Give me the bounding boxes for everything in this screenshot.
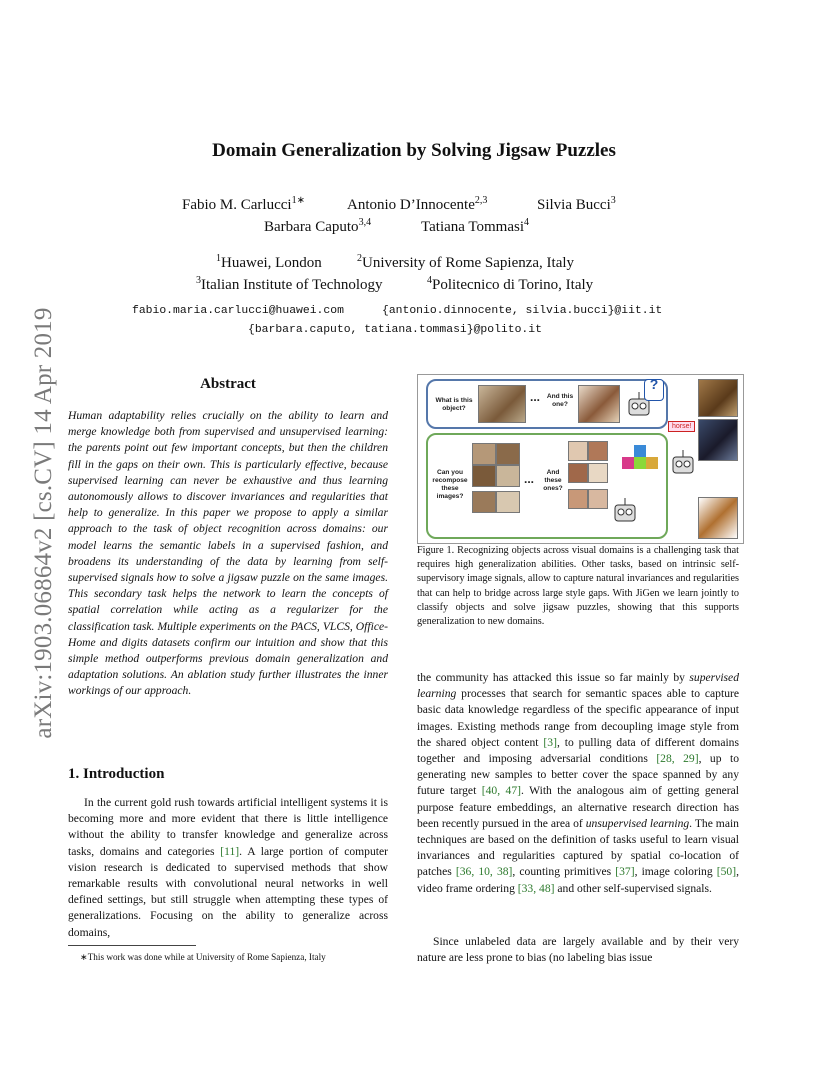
body-text: , counting primitives	[512, 865, 616, 879]
author-name: Barbara Caputo	[264, 219, 359, 235]
figure-question-3: Can you recompose these images?	[432, 469, 468, 500]
author-sup: 4	[524, 217, 530, 228]
body-text: processes that search for semantic spaces able to capture basic data knowledge regardless of the specific appearance of input images. Existing methods range from decoupling image style from the shared object content	[417, 687, 739, 749]
figure-box-jigsaw	[426, 433, 668, 539]
horse-painting-thumb	[578, 385, 620, 423]
author-name: Antonio D’Innocente	[347, 197, 475, 213]
author-name: Tatiana Tommasi	[421, 219, 525, 235]
horse-cartoon-thumb	[698, 497, 738, 539]
figure-1	[417, 374, 744, 544]
intro-text-b: . A large portion of computer vision research is dedicated to supervised methods that show remarkable results with convolutional neural networks in well defined settings, but still struggle when attempting these types of generalizations. Focusing on the ability to generalize across domains,	[68, 844, 389, 939]
intro-paragraph	[68, 795, 388, 941]
figure-question-2: And this one?	[546, 393, 574, 408]
author-sup: 3	[610, 195, 616, 206]
robot-icon	[670, 447, 696, 477]
author-2	[347, 195, 487, 214]
horse-photo-thumb	[478, 385, 526, 423]
affiliation-sup: 1	[216, 253, 221, 264]
jigsaw-tile	[588, 463, 608, 483]
author-3	[537, 195, 616, 214]
right-column-paragraph	[417, 670, 739, 897]
affiliation-sup: 3	[196, 275, 201, 286]
jigsaw-tile	[496, 443, 520, 465]
body-text: and other self-supervised signals.	[554, 881, 712, 895]
question-mark-bubble: ?	[644, 379, 664, 401]
affiliation-1	[216, 253, 322, 272]
figure-dots: ...	[529, 390, 540, 404]
citation-link[interactable]: [37]	[615, 865, 635, 879]
jigsaw-tile	[588, 441, 608, 461]
answer-bubble: horse!	[668, 421, 695, 432]
affiliation-name: University of Rome Sapienza, Italy	[362, 255, 575, 271]
body-emphasis: unsupervised learning	[585, 816, 690, 830]
footnote-rule	[68, 945, 196, 946]
citation-link[interactable]: [28, 29]	[656, 752, 699, 766]
author-5	[421, 217, 529, 236]
affiliation-3	[196, 275, 383, 294]
jigsaw-tile	[472, 465, 496, 487]
citation-link[interactable]: [33, 48]	[517, 881, 555, 895]
email-3[interactable]: {barbara.caputo, tatiana.tommasi}@polito.it	[248, 324, 542, 336]
author-name: Silvia Bucci	[537, 197, 611, 213]
abstract-text: Human adaptability relies crucially on the ability to learn and merge knowledge both from supervised and unsupervised learning: the parents point out few important concepts, but then the children fill in the gaps on their own. This is particularly effective, because supervised learning can never be exhaustive and thus learning autonomously allows to discover invariances and regularities that help to generalize. In this paper we propose to apply a similar approach to the task of object recognition across domains: our model learns the semantic labels in a supervised fashion, and broadens its understanding of the data by learning from self-supervised signals how to solve a jigsaw puzzle on the same images. This secondary task helps the network to learn the concepts of spatial correlation while acting as a regularizer for the classification task. Multiple experiments on the PACS, VLCS, Office-Home and digits datasets confirm our intuition and show that this simple method outperforms previous domain generalization and adaptation solutions. An ablation study further illustrates the inner workings of our approach.	[68, 409, 388, 698]
author-4	[264, 217, 371, 236]
author-1	[182, 195, 305, 214]
affiliation-name: Huawei, London	[221, 255, 322, 271]
figure-box-supervised	[426, 376, 668, 429]
figure-caption: Figure 1. Recognizing objects across visual domains is a challenging task that requires high generalization abilities. Other tasks, based on intrinsic self-supervisory image signals, allow to capture natural invariances and regularities that can help to bridge across large style gaps. With JiGen we learn jointly to classify objects and solve jigsaw puzzles, showing that this supports generalization to new domains.	[417, 545, 739, 628]
author-name: Fabio M. Carlucci	[182, 197, 292, 213]
right-column-paragraph-2: Since unlabeled data are largely available and by their very nature are less prone to bias (no labeling bias issue	[417, 935, 739, 965]
affiliation-name: Italian Institute of Technology	[201, 277, 383, 293]
abstract-heading: Abstract	[200, 376, 256, 392]
body-text: , to pulling data of different domains together and imposing adversarial conditions	[417, 735, 739, 766]
citation-link[interactable]: [50]	[716, 865, 737, 879]
email-1[interactable]: fabio.maria.carlucci@huawei.com	[132, 305, 344, 317]
jigsaw-tile	[472, 443, 496, 465]
author-sup: 3,4	[358, 217, 372, 228]
horse-image-thumb	[698, 419, 738, 461]
citation-link[interactable]: [40, 47]	[481, 784, 521, 798]
body-text: . With the analogous aim of getting general purpose feature embeddings, an alternative research direction has been recently pursued in the area of	[417, 784, 739, 830]
figure-dots: ...	[523, 472, 534, 486]
arxiv-sidebar	[14, 285, 74, 760]
footnote: ∗This work was done while at University of Rome Sapienza, Italy	[80, 952, 326, 962]
body-text: the community has attacked this issue so far mainly by	[417, 671, 690, 684]
puzzle-icon	[620, 443, 660, 483]
body-text: , image coloring	[634, 865, 717, 879]
body-text: , video frame ordering	[417, 865, 739, 895]
citation-link[interactable]: [11]	[220, 844, 240, 858]
jigsaw-tile	[496, 465, 520, 487]
affiliation-name: Politecnico di Torino, Italy	[432, 277, 594, 293]
paper-title: Domain Generalization by Solving Jigsaw Puzzles	[212, 140, 616, 161]
jigsaw-tile	[496, 491, 520, 513]
jigsaw-tile	[588, 489, 608, 509]
body-text: . The main techniques are based on the definition of tasks useful to learn visual invariances and regularities captured by spatial co-location of patches	[417, 816, 739, 879]
citation-link[interactable]: [3]	[543, 735, 557, 749]
section-heading-introduction: 1. Introduction	[68, 766, 165, 782]
email-2[interactable]: {antonio.dinnocente, silvia.bucci}@iit.it	[382, 305, 663, 317]
intro-text-a: In the current gold rush towards artificial intelligent systems it is becoming more and more evident that there is little intelligence without the ability to transfer knowledge and generalize across tasks, domains and categories	[68, 796, 388, 858]
jigsaw-tile	[568, 441, 588, 461]
affiliation-2	[357, 253, 574, 272]
affiliation-4	[427, 275, 593, 294]
jigsaw-tile	[568, 463, 588, 483]
horse-image-thumb	[698, 379, 738, 417]
author-sup: 2,3	[474, 195, 488, 206]
body-text: , up to generating new samples to better cover the space spanned by any future target	[417, 752, 739, 798]
affiliation-sup: 2	[357, 253, 362, 264]
body-emphasis: supervised learning	[417, 671, 739, 701]
arxiv-id: arXiv:1903.06864v2 [cs.CV] 14 Apr 2019	[30, 306, 57, 739]
robot-icon	[612, 495, 638, 525]
figure-question-1: What is this object?	[435, 397, 473, 412]
jigsaw-tile	[472, 491, 496, 513]
author-sup: 1∗	[291, 195, 305, 206]
citation-link[interactable]: [36, 10, 38]	[455, 865, 513, 879]
affiliation-sup: 4	[427, 275, 432, 286]
jigsaw-tile	[568, 489, 588, 509]
figure-question-4: And these ones?	[543, 469, 563, 492]
